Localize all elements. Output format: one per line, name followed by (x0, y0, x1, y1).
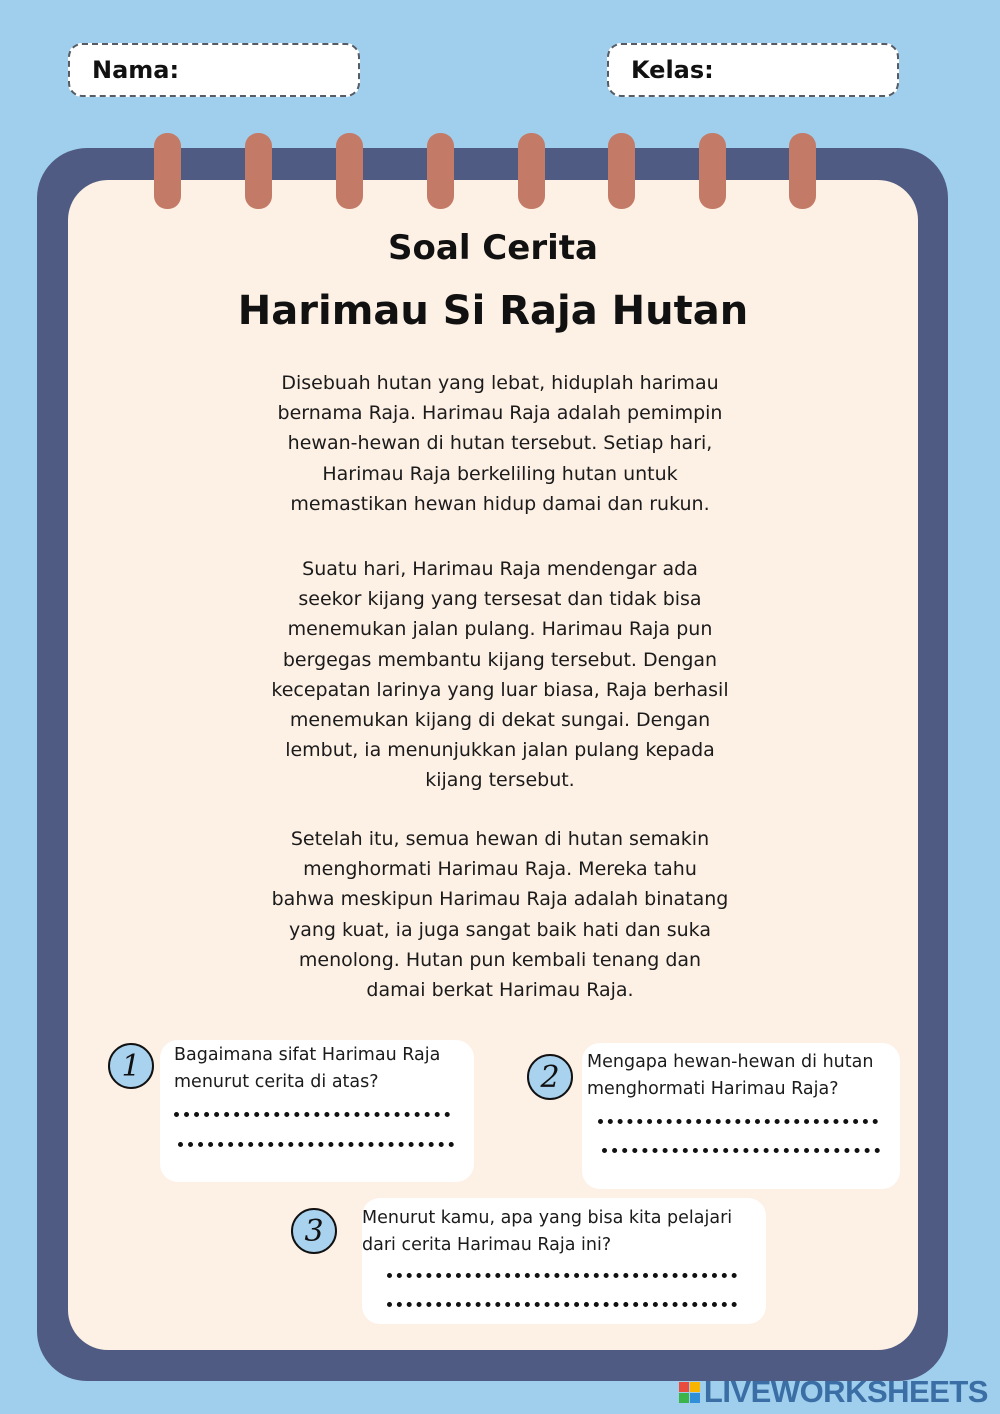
name-label: Nama: (92, 56, 180, 84)
story-line: bergegas membantu kijang tersebut. Dengan (282, 648, 718, 671)
page-subtitle: Soal Cerita (388, 228, 598, 268)
story-line: Harimau Raja berkeliling hutan untuk (322, 462, 678, 485)
class-label: Kelas: (631, 56, 714, 84)
liveworksheets-logo (679, 1374, 988, 1410)
notebook-ring (518, 133, 545, 209)
name-input[interactable] (187, 52, 440, 88)
notebook-ring (245, 133, 272, 209)
question-line: Menurut kamu, apa yang bisa kita pelajari (362, 1208, 733, 1228)
story-line: yang kuat, ia juga sangat baik hati dan suka (289, 918, 711, 941)
notebook-ring (427, 133, 454, 209)
answer-line[interactable] (387, 1273, 737, 1278)
story-line: memastikan hewan hidup damai dan rukun. (290, 492, 710, 515)
story-line: kijang tersebut. (425, 769, 575, 792)
question-number-badge: 2 (527, 1054, 573, 1100)
answer-line[interactable] (598, 1119, 878, 1124)
name-field[interactable] (68, 43, 360, 97)
question-line: Mengapa hewan-hewan di hutan (587, 1052, 874, 1072)
class-field[interactable] (607, 43, 899, 97)
notebook-ring (154, 133, 181, 209)
notebook-ring (608, 133, 635, 209)
notebook-ring (789, 133, 816, 209)
question-number-badge: 3 (291, 1208, 337, 1254)
story-line: kecepatan larinya yang luar biasa, Raja berhasil (271, 678, 729, 701)
story-paragraph (250, 368, 750, 519)
answer-line[interactable] (178, 1142, 454, 1147)
story-line: menemukan jalan pulang. Harimau Raja pun (287, 618, 713, 641)
question-line: dari cerita Harimau Raja ini? (362, 1235, 612, 1255)
story-line: Suatu hari, Harimau Raja mendengar ada (302, 558, 698, 580)
notebook-ring (336, 133, 363, 209)
story-line: menemukan kijang di dekat sungai. Dengan (289, 709, 711, 732)
question-number-badge: 1 (108, 1043, 154, 1089)
story-paragraph (250, 824, 750, 1005)
class-input[interactable] (722, 52, 975, 88)
brand-logo-icon (679, 1382, 700, 1403)
story-paragraph (250, 554, 750, 796)
brand-name: LIVEWORKSHEETS (703, 1374, 988, 1409)
question-line: menghormati Harimau Raja? (587, 1079, 839, 1099)
story-line: menghormati Harimau Raja. Mereka tahu (303, 858, 697, 881)
question-text (362, 1205, 732, 1259)
story-line: Setelah itu, semua hewan di hutan semakin (290, 828, 710, 850)
notebook-ring (699, 133, 726, 209)
answer-line[interactable] (602, 1148, 880, 1153)
logo-tile (690, 1382, 700, 1392)
logo-tile (679, 1382, 689, 1392)
story-line: menolong. Hutan pun kembali tenang dan (298, 948, 702, 971)
story-line: damai berkat Harimau Raja. (366, 979, 634, 1002)
story-line: lembut, ia menunjukkan jalan pulang kepada (285, 739, 715, 762)
answer-line[interactable] (174, 1112, 450, 1117)
logo-tile (690, 1393, 700, 1403)
story-line: hewan-hewan di hutan tersebut. Setiap hari, (287, 432, 713, 455)
answer-line[interactable] (387, 1302, 737, 1307)
question-line: menurut cerita di atas? (174, 1072, 379, 1092)
page-title: Harimau Si Raja Hutan (237, 288, 749, 334)
question-line: Bagaimana sifat Harimau Raja (174, 1045, 441, 1065)
story-line: Disebuah hutan yang lebat, hiduplah harimau (281, 372, 719, 394)
story-line: bahwa meskipun Harimau Raja adalah binatang (271, 888, 729, 911)
logo-tile (679, 1393, 689, 1403)
question-text (174, 1042, 440, 1096)
story-line: seekor kijang yang tersesat dan tidak bisa (298, 588, 702, 611)
story-line: bernama Raja. Harimau Raja adalah pemimpin (277, 402, 723, 425)
question-text (587, 1049, 873, 1103)
